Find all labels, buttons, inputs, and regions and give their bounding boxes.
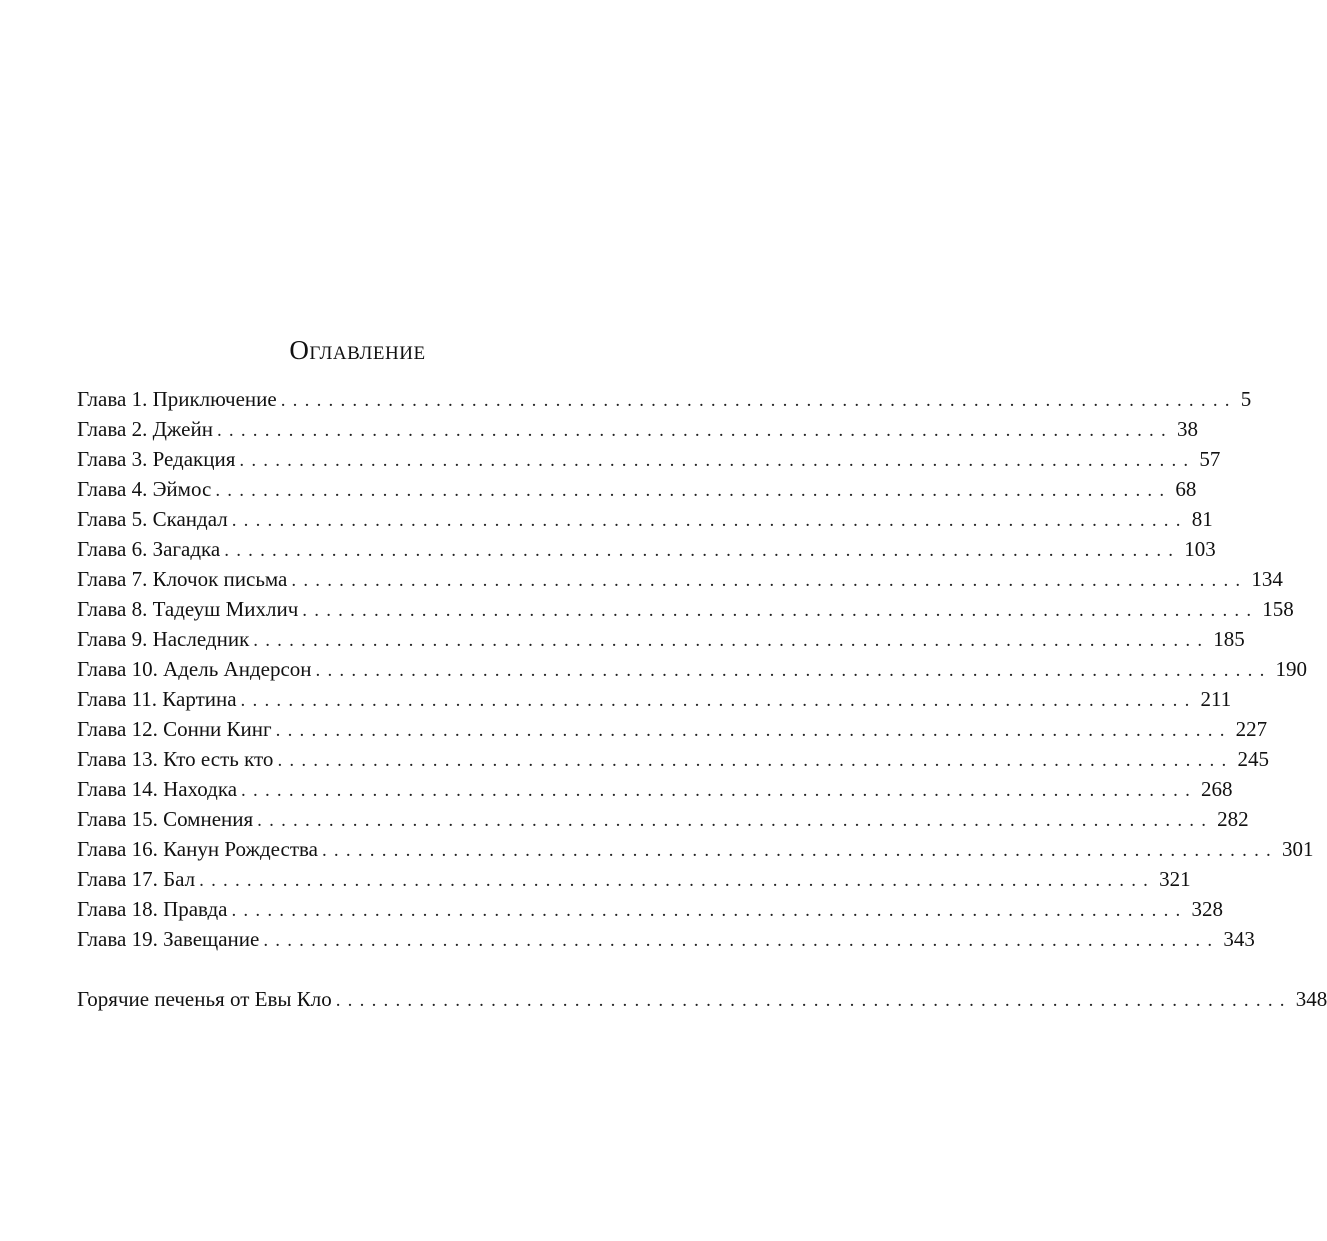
dot-leader: ................................................................................ [291,570,1248,591]
toc-entry-8 [77,594,1294,624]
dot-leader: ................................................................................ [241,780,1198,801]
toc-entry-page: 68 [1175,477,1197,501]
toc-spacer [77,954,638,984]
toc-entry-7 [77,564,1283,594]
dot-leader: ................................................................................ [275,720,1232,741]
toc-entry-page: 282 [1217,807,1249,831]
toc-entry-page: 343 [1223,927,1255,951]
toc-entry-page: 328 [1191,897,1223,921]
toc-entry-label: Глава 7. Клочок письма [77,567,288,591]
dot-leader: ................................................................................ [239,450,1196,471]
dot-leader: ................................................................................ [263,930,1220,951]
toc-entry-2 [77,414,1198,444]
toc-entry-page: 185 [1213,627,1245,651]
toc-entry-page: 321 [1159,867,1191,891]
toc-entry-label: Глава 5. Скандал [77,507,228,531]
toc-entry-page: 190 [1275,657,1308,681]
toc-entry-label: Глава 8. Тадеуш Михлич [77,597,299,621]
toc-entry-page: 245 [1237,747,1269,771]
table-of-contents [77,384,1327,1014]
toc-entry-12 [77,714,1268,744]
toc-entry-label: Глава 16. Канун Рождества [77,837,318,861]
toc-entry-label: Глава 15. Сомнения [77,807,254,831]
dot-leader: ................................................................................ [277,750,1234,771]
dot-leader: ................................................................................ [216,420,1173,441]
toc-entry-label: Глава 17. Бал [77,867,196,891]
toc-entry-19 [77,924,1255,954]
toc-entry-page: 301 [1281,837,1314,861]
toc-entry-page: 103 [1184,537,1216,561]
toc-entry-13 [77,744,1269,774]
toc-entry-label: Глава 12. Сонни Кинг [77,717,272,741]
dot-leader: ................................................................................ [215,480,1172,501]
toc-entry-9 [77,624,1245,654]
page-title: Оглавление [289,335,426,365]
dot-leader: ................................................................................ [335,990,1292,1011]
dot-leader: ................................................................................ [231,900,1188,921]
toc-entry-5 [77,504,1213,534]
toc-entry-label: Глава 14. Находка [77,777,238,801]
toc-entry-page: 268 [1201,777,1233,801]
toc-entry-page: 5 [1240,387,1252,411]
toc-entry-label: Глава 9. Наследник [77,627,250,651]
toc-entry-page: 81 [1191,507,1213,531]
toc-entry-1 [77,384,1252,414]
toc-entry-page: 348 [1295,987,1327,1011]
toc-entry-label: Глава 2. Джейн [77,417,213,441]
toc-entry-3 [77,444,1221,474]
toc-entry-page: 158 [1262,597,1294,621]
toc-entry-page: 211 [1200,687,1232,711]
dot-leader: ................................................................................ [257,810,1214,831]
toc-entry-4 [77,474,1197,504]
toc-entry-label: Глава 13. Кто есть кто [77,747,274,771]
toc-entry-10 [77,654,1308,684]
toc-entry-page: 57 [1199,447,1221,471]
toc-entry-11 [77,684,1232,714]
toc-entry-label: Глава 10. Адель Андерсон [77,657,312,681]
dot-leader: ................................................................................ [224,540,1181,561]
toc-entry-label: Глава 19. Завещание [77,927,260,951]
dot-leader: ................................................................................ [231,510,1188,531]
toc-entry-label: Глава 18. Правда [77,897,228,921]
toc-entry-appendix [77,984,1327,1014]
dot-leader: ................................................................................ [321,840,1278,861]
toc-entry-label: Горячие печенья от Евы Кло [77,987,332,1011]
dot-leader: ................................................................................ [240,690,1197,711]
toc-entry-label: Глава 6. Загадка [77,537,221,561]
toc-entry-14 [77,774,1233,804]
toc-entry-label: Глава 11. Картина [77,687,237,711]
toc-entry-page: 134 [1251,567,1283,591]
toc-entry-6 [77,534,1216,564]
toc-entry-label: Глава 1. Приключение [77,387,277,411]
dot-leader: ................................................................................ [302,600,1259,621]
toc-entry-page: 227 [1235,717,1268,741]
dot-leader: ................................................................................ [315,660,1272,681]
dot-leader: ................................................................................ [199,870,1156,891]
toc-entry-17 [77,864,1191,894]
toc-entry-18 [77,894,1223,924]
toc-entry-16 [77,834,1314,864]
toc-entry-label: Глава 4. Эймос [77,477,212,501]
dot-leader: ................................................................................ [253,630,1210,651]
toc-entry-15 [77,804,1249,834]
toc-entry-label: Глава 3. Редакция [77,447,236,471]
toc-entry-page: 38 [1176,417,1198,441]
dot-leader: ................................................................................ [280,390,1237,411]
